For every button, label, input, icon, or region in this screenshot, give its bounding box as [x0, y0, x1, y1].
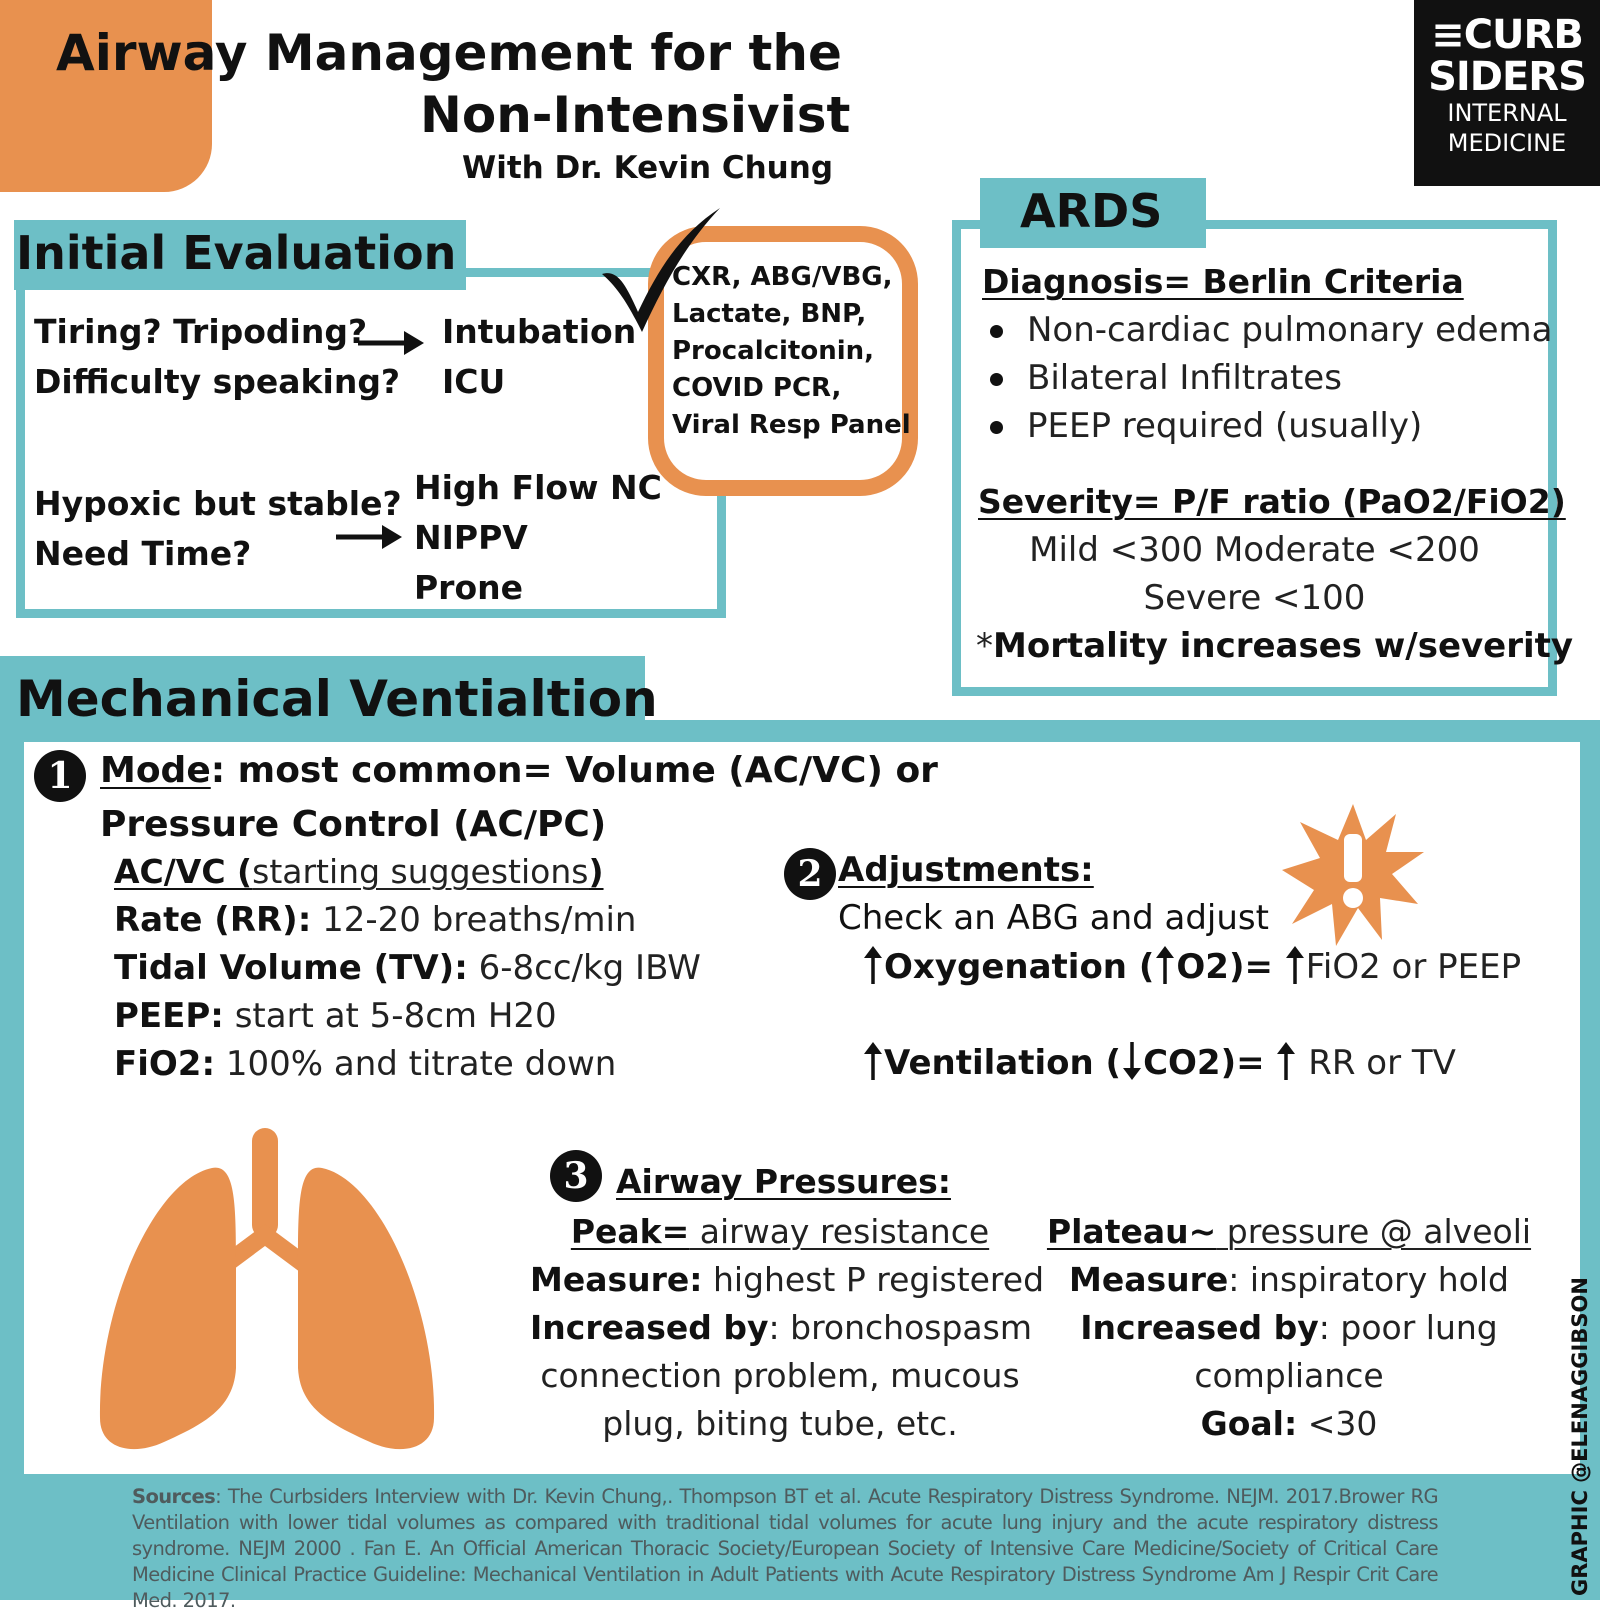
answer-high-flow: High Flow NC	[414, 468, 662, 507]
logo-line2: SIDERS	[1428, 54, 1586, 100]
checkmark-icon	[598, 200, 728, 340]
plateau-inc-label: Increased by	[1080, 1308, 1319, 1347]
answer-prone: Prone	[414, 568, 524, 607]
mode-label: Mode	[100, 750, 211, 791]
answer-nippv: NIPPV	[414, 518, 528, 557]
criteria-text: PEEP required (usually)	[1027, 406, 1423, 446]
setting-label: FiO2:	[114, 1044, 216, 1084]
lungs-icon	[94, 1128, 440, 1458]
mortality-star: *	[976, 626, 993, 666]
mortality-text: Mortality increases w/severity	[993, 626, 1574, 666]
sources-label: Sources	[132, 1485, 216, 1508]
peak-increased-line2: connection problem, mucous	[540, 1356, 1020, 1395]
arrow-up-icon	[862, 946, 884, 984]
alert-starburst-icon	[1278, 800, 1428, 950]
question-need-time: Need Time?	[34, 534, 252, 573]
peak-measure-label: Measure:	[530, 1260, 703, 1299]
mechanical-ventilation-title: Mechanical Ventialtion	[16, 670, 658, 728]
criteria-item	[990, 310, 1553, 350]
question-tiring: Tiring? Tripoding?	[34, 312, 368, 351]
logo-line4: MEDICINE	[1447, 129, 1567, 157]
page-subtitle: With Dr. Kevin Chung	[462, 150, 834, 186]
setting-rate	[114, 900, 636, 940]
plateau-goal	[1044, 1404, 1534, 1443]
lab-item: Viral Resp Panel	[672, 410, 911, 440]
criteria-text: Bilateral Infiltrates	[1027, 358, 1342, 398]
bullet-icon	[990, 373, 1003, 386]
setting-peep	[114, 996, 557, 1036]
severity-severe: Severe <100	[1143, 578, 1366, 618]
criteria-text: Non-cardiac pulmonary edema	[1027, 310, 1553, 350]
lab-item: Lactate, BNP,	[672, 299, 867, 329]
peak-measure-value: highest P registered	[702, 1260, 1045, 1299]
ventilation-rule	[862, 1042, 1456, 1083]
setting-label: Tidal Volume (TV):	[114, 948, 468, 988]
adjustments-heading: Adjustments:	[838, 850, 1094, 890]
bullet-icon	[990, 325, 1003, 338]
oxygenation-o2: O2)=	[1176, 947, 1273, 987]
logo-line1: ≡CURB	[1431, 12, 1583, 58]
arrow-up-icon	[862, 1042, 884, 1080]
plateau-goal-value: <30	[1297, 1404, 1378, 1443]
setting-label: PEEP:	[114, 996, 224, 1036]
lab-item: COVID PCR,	[672, 373, 842, 403]
initial-evaluation-title: Initial Evaluation	[16, 226, 457, 280]
adjustments-text: Check an ABG and adjust	[838, 898, 1269, 938]
question-difficulty: Difficulty speaking?	[34, 362, 401, 401]
peak-inc-value: : bronchospasm	[768, 1308, 1032, 1347]
lab-item: CXR, ABG/VBG,	[672, 262, 893, 292]
acvc-head-sub: starting suggestions	[252, 852, 589, 891]
criteria-item	[990, 406, 1422, 446]
oxygenation-rule	[862, 946, 1521, 987]
peak-value: airway resistance	[689, 1212, 990, 1251]
acvc-heading	[114, 852, 604, 891]
setting-label: Rate (RR):	[114, 900, 312, 940]
question-hypoxic: Hypoxic but stable?	[34, 484, 402, 523]
logo-line3: INTERNAL	[1447, 99, 1567, 127]
setting-value: 100% and titrate down	[215, 1044, 617, 1084]
peak-increased	[530, 1308, 1030, 1347]
oxygenation-label: Oxygenation (	[884, 947, 1155, 987]
page-title-line1: Airway Management for the	[56, 24, 842, 82]
step-2-badge: 2	[784, 848, 836, 900]
mode-heading	[100, 750, 938, 791]
setting-value: 12-20 breaths/min	[311, 900, 637, 940]
plateau-inc-value: : poor lung	[1318, 1308, 1498, 1347]
acvc-head: AC/VC (	[114, 852, 253, 891]
plateau-measure-value: : inspiratory hold	[1228, 1260, 1509, 1299]
arrow-down-icon	[1121, 1042, 1143, 1080]
sources-text: : The Curbsiders Interview with Dr. Kevin Chung,. Thompson BT et al. Acute Respiratory Distress Syndrome. NEJM. 2017.Brower RG Ventilation with lower tidal volumes as compared with traditional tidal volumes for acute lung injury and the acute respiratory distress syndrome. NEJM 2000 . Fan E. An Official American Thoracic Society/European Society of Intensive Care Medicine/Society of Critical Care Medicine Clinical Practice Guideline: Mechanical Ventilation in Adult Patients with Acute Respiratory Distress Syndrome Am J Respir Crit Care Med. 2017.	[132, 1485, 1438, 1612]
arrow-right-icon	[334, 522, 404, 552]
setting-fio2	[114, 1044, 616, 1084]
ventilation-label: Ventilation (	[884, 1043, 1122, 1083]
ards-severity-heading: Severity= P/F ratio (PaO2/FiO2)	[978, 482, 1566, 521]
plateau-increased-line2: compliance	[1194, 1356, 1384, 1395]
page-title-line2: Non-Intensivist	[420, 86, 851, 144]
bullet-icon	[990, 421, 1003, 434]
peak-inc-label: Increased by	[530, 1308, 769, 1347]
ards-diagnosis-heading: Diagnosis= Berlin Criteria	[982, 262, 1464, 301]
ventilation-co2: CO2)=	[1143, 1043, 1265, 1083]
airway-pressures-heading: Airway Pressures:	[616, 1162, 951, 1201]
step-1-badge: 1	[34, 750, 86, 802]
acvc-head-end: )	[588, 852, 604, 891]
peak-heading	[530, 1212, 1030, 1251]
answer-icu: ICU	[442, 362, 506, 401]
ards-title: ARDS	[1020, 184, 1163, 238]
graphic-credit: GRAPHIC @ELENAGGIBSON	[1568, 1277, 1592, 1596]
setting-tidal-volume	[114, 948, 701, 988]
answer-intubation: Intubation	[442, 312, 637, 351]
arrow-up-icon	[1284, 946, 1306, 984]
arrow-up-icon	[1275, 1042, 1297, 1080]
lab-item: Procalcitonin,	[672, 336, 875, 366]
plateau-heading	[1044, 1212, 1534, 1251]
peak-increased-line3: plug, biting tube, etc.	[602, 1404, 958, 1443]
peak-label: Peak=	[570, 1212, 690, 1251]
arrow-right-icon	[356, 328, 426, 358]
peak-measure	[530, 1260, 1045, 1299]
plateau-goal-label: Goal:	[1200, 1404, 1298, 1443]
arrow-up-icon	[1154, 946, 1176, 984]
setting-value: 6-8cc/kg IBW	[467, 948, 701, 988]
plateau-measure-label: Measure	[1068, 1260, 1229, 1299]
plateau-increased	[1044, 1308, 1534, 1347]
setting-value: start at 5-8cm H20	[223, 996, 557, 1036]
ventilation-value: RR or TV	[1297, 1043, 1456, 1083]
step-3-badge: 3	[550, 1150, 602, 1202]
plateau-label: Plateau~	[1046, 1212, 1217, 1251]
plateau-measure	[1044, 1260, 1534, 1299]
plateau-value: pressure @ alveoli	[1216, 1212, 1532, 1251]
mode-text: : most common= Volume (AC/VC) or	[210, 750, 938, 791]
curbsiders-logo	[1414, 0, 1600, 186]
severity-mild-moderate: Mild <300 Moderate <200	[1029, 530, 1480, 570]
criteria-item	[990, 358, 1342, 398]
mode-heading-line2: Pressure Control (AC/PC)	[100, 804, 607, 845]
oxygenation-value: FiO2 or PEEP	[1305, 947, 1522, 987]
ards-mortality-note	[976, 626, 1573, 666]
sources-footnote	[132, 1484, 1438, 1614]
